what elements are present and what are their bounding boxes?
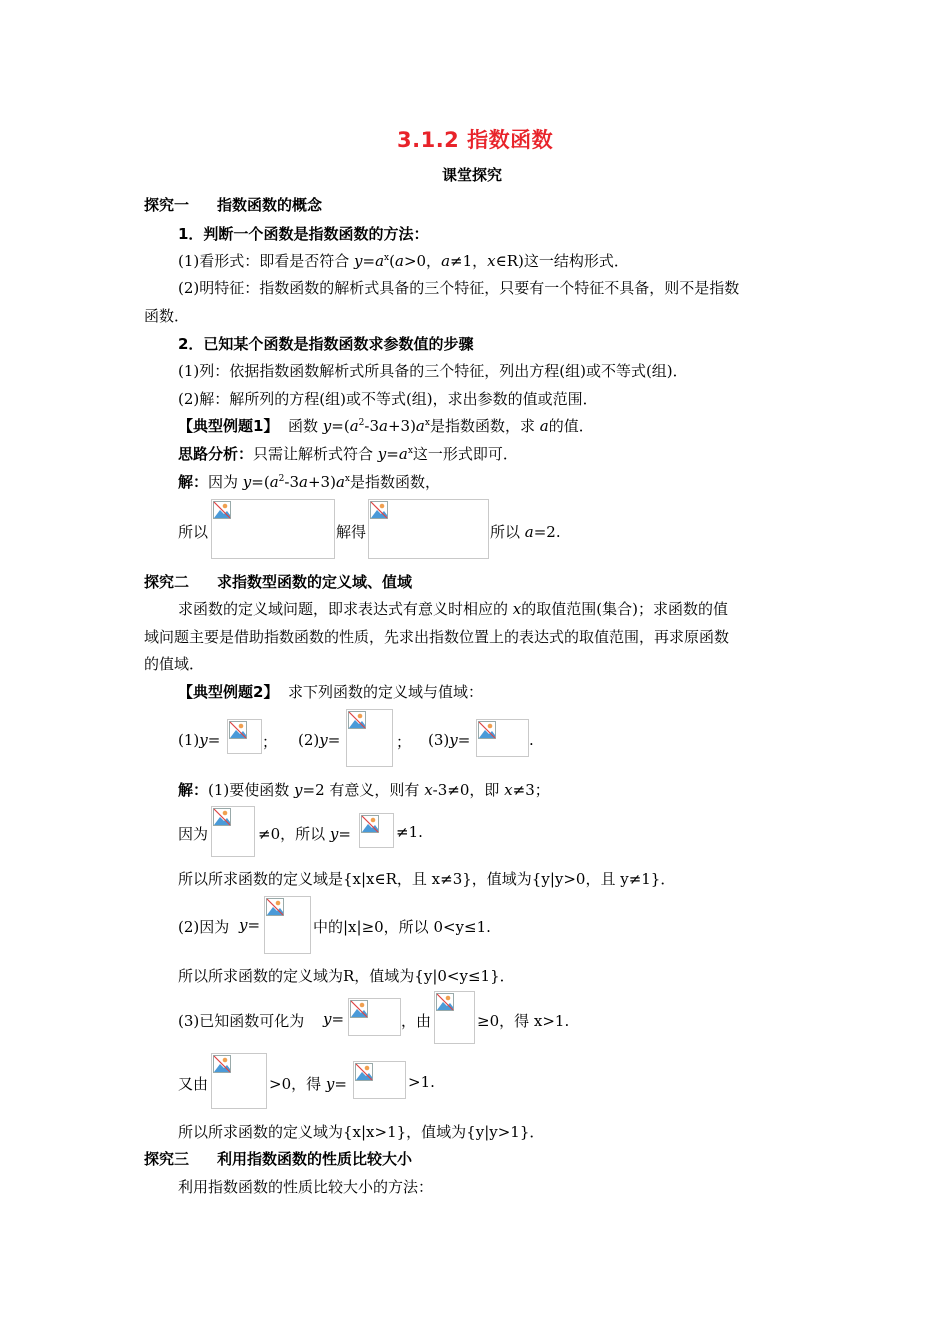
- broken-image-icon: [264, 896, 311, 954]
- text: ≠0，所以 y=: [258, 825, 351, 843]
- text: ≠1.: [396, 823, 423, 841]
- section-title: 求指数型函数的定义域、值域: [217, 573, 413, 591]
- paragraph: 2．已知某个函数是指数函数求参数值的步骤: [178, 335, 474, 353]
- question-2: (2)y=: [298, 731, 341, 749]
- broken-image-icon: [348, 998, 401, 1036]
- text: 所以: [178, 523, 209, 541]
- paragraph: 求函数的定义域问题，即求表达式有意义时相应的 x的取值范围(集合)；求函数的值: [178, 600, 728, 618]
- section-heading-2: [144, 571, 412, 592]
- broken-image-icon: [211, 499, 335, 559]
- text: 中的|x|≥0，所以 0<y≤1.: [313, 918, 491, 936]
- paragraph: (2)明特征：指数函数的解析式具备的三个特征，只要有一个特征不具备，则不是指数: [178, 279, 740, 297]
- broken-image-icon: [353, 1061, 406, 1099]
- text: ，由: [401, 1012, 432, 1030]
- question-3: (3)y=: [428, 731, 471, 749]
- broken-image-icon: [211, 806, 255, 857]
- example-2: 【典型例题2】 求下列函数的定义域与值域：: [178, 683, 484, 701]
- broken-image-icon: [346, 709, 393, 767]
- section-title: 指数函数的概念: [217, 196, 323, 214]
- solution-2: 解：(1)要使函数 y=2 有意义，则有 x-3≠0，即 x≠3；: [178, 781, 550, 799]
- hint: 思路分析：只需让解析式符合 $y=a^x$这一形式即可．: [178, 445, 518, 463]
- paragraph: 函数．: [144, 307, 190, 325]
- section-heading-1: [144, 194, 322, 215]
- example-1: 【典型例题1】 函数 $y=(a^2-3a+3)a^x$是指数函数，求 a的值．: [178, 417, 594, 435]
- paragraph: 所以所求函数的定义域为{x|x>1}，值域为{y|y>1}．: [178, 1123, 545, 1141]
- text: .: [529, 731, 534, 749]
- text: ；: [262, 733, 278, 751]
- text: 因为: [178, 825, 209, 843]
- paragraph: (1)看形式：即看是否符合 $y=a^x(a>0$，a≠1，x∈R)这一结构形式．: [178, 252, 629, 270]
- paragraph: (2)解：解所列的方程(组)或不等式(组)，求出参数的值或范围．: [178, 390, 598, 408]
- page-subtitle: 课堂探究: [442, 166, 503, 184]
- section-title: 利用指数函数的性质比较大小: [217, 1150, 413, 1168]
- paragraph: 利用指数函数的性质比较大小的方法：: [178, 1178, 434, 1196]
- paragraph: 的值域．: [144, 655, 205, 673]
- section-label: 探究三: [144, 1150, 190, 1168]
- text: y=: [239, 916, 261, 934]
- text: >1.: [408, 1073, 435, 1091]
- paragraph: 域问题主要是借助指数函数的性质，先求出指数位置上的表达式的取值范围，再求原函数: [144, 628, 730, 646]
- text: 解得: [336, 523, 367, 541]
- broken-image-icon: [368, 499, 489, 559]
- paragraph: 所以所求函数的定义域为R，值域为{y|0<y≤1}．: [178, 967, 515, 985]
- section-label: 探究一: [144, 196, 190, 214]
- broken-image-icon: [434, 991, 475, 1044]
- text: 又由: [178, 1075, 209, 1093]
- paragraph: 1．判断一个函数是指数函数的方法：: [178, 225, 429, 243]
- question-1: (1)y=: [178, 731, 221, 749]
- paragraph: 所以所求函数的定义域是{x|x∈R，且 x≠3}，值域为{y|y>0，且 y≠1}．: [178, 870, 676, 888]
- text: ≥0，得 x>1.: [477, 1012, 570, 1030]
- broken-image-icon: [211, 1053, 267, 1109]
- page-title: 3.1.2 指数函数: [397, 128, 554, 152]
- text: (3)已知函数可化为: [178, 1012, 305, 1030]
- text: y=: [323, 1010, 345, 1028]
- broken-image-icon: [476, 719, 529, 757]
- section-heading-3: [144, 1148, 412, 1169]
- broken-image-icon: [359, 813, 394, 848]
- section-label: 探究二: [144, 573, 190, 591]
- text: (2)因为: [178, 918, 230, 936]
- text: ；: [396, 733, 412, 751]
- text: 所以 a=2.: [490, 523, 561, 541]
- text: >0，得 y=: [269, 1075, 347, 1093]
- solution-1: 解：因为 $y=(a^2-3a+3)a^x$是指数函数，: [178, 473, 440, 491]
- broken-image-icon: [227, 719, 262, 754]
- paragraph: (1)列：依据指数函数解析式所具备的三个特征，列出方程(组)或不等式(组)．: [178, 362, 688, 380]
